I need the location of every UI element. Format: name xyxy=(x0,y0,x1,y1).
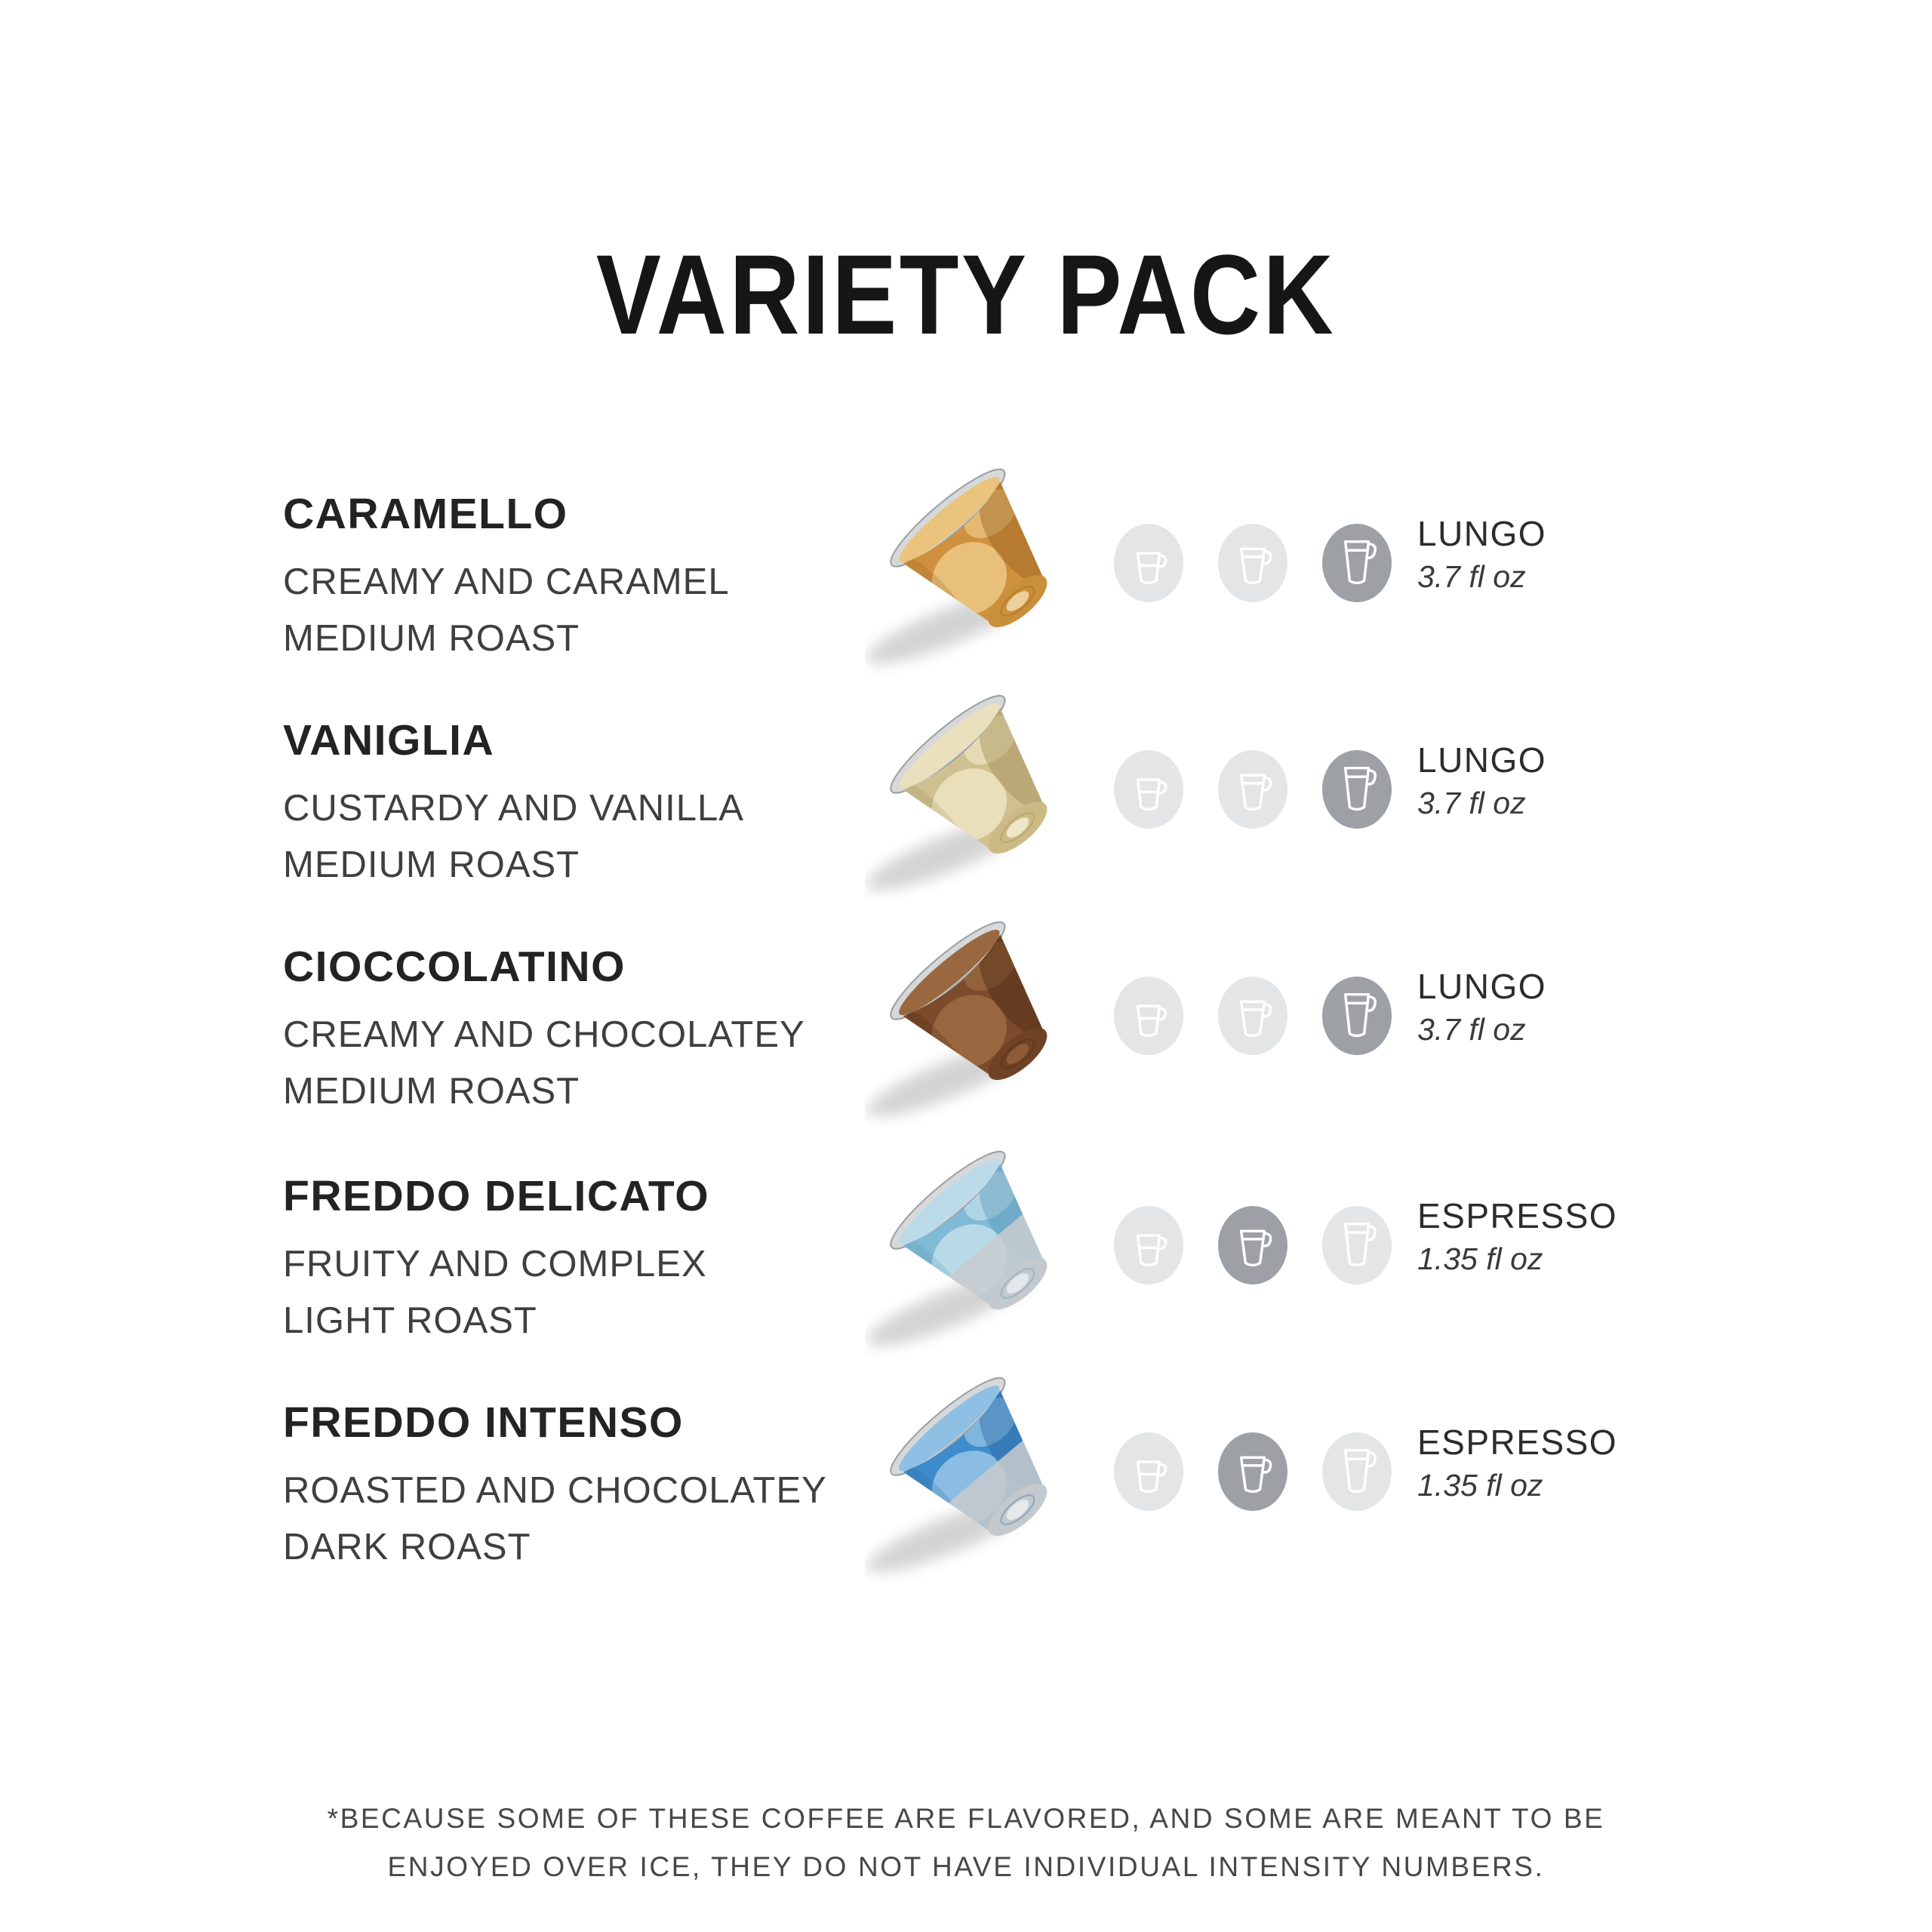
cup-badge xyxy=(1114,1432,1183,1511)
disclaimer-line-1: *BECAUSE SOME OF THESE COFFEE ARE FLAVORED, AND SOME ARE MEANT TO BE xyxy=(327,1803,1605,1834)
capsule-image xyxy=(865,676,1106,903)
medium-cup-icon xyxy=(1232,989,1273,1044)
cup-size-indicator xyxy=(1114,750,1392,829)
cup-badge xyxy=(1114,750,1183,829)
serving-type: LUNGO xyxy=(1417,514,1547,553)
serving-type: LUNGO xyxy=(1417,967,1547,1006)
product-info xyxy=(283,489,730,667)
medium-cup-icon xyxy=(1232,1218,1273,1273)
product-row xyxy=(0,1358,1932,1585)
product-name: CIOCCOLATINO xyxy=(283,943,626,991)
cup-size-indicator xyxy=(1114,1432,1392,1511)
product-flavor: CUSTARDY AND VANILLA xyxy=(283,788,744,829)
cup-badge xyxy=(1322,1432,1392,1511)
capsule-image xyxy=(865,903,1106,1129)
serving-type: ESPRESSO xyxy=(1417,1196,1618,1235)
capsule-image xyxy=(865,450,1106,676)
cup-badge xyxy=(1322,524,1392,602)
serving-volume: 3.7 fl oz xyxy=(1417,1012,1526,1047)
product-name: FREDDO INTENSO xyxy=(283,1398,684,1447)
capsule-image xyxy=(865,1132,1106,1358)
product-flavor: CREAMY AND CHOCOLATEY xyxy=(283,1014,805,1055)
cup-badge xyxy=(1114,1206,1183,1284)
medium-cup-icon xyxy=(1232,536,1273,591)
small-cup-icon xyxy=(1128,1444,1169,1500)
large-cup-icon xyxy=(1337,1444,1377,1500)
product-row xyxy=(0,450,1932,676)
cup-badge xyxy=(1218,977,1287,1055)
cup-badge xyxy=(1322,977,1392,1055)
large-cup-icon xyxy=(1337,536,1377,591)
page-title: VARIETY PACK xyxy=(595,230,1337,358)
cup-badge xyxy=(1322,750,1392,829)
serving-info xyxy=(1417,964,1546,1051)
product-roast: DARK ROAST xyxy=(283,1527,531,1567)
medium-cup-icon xyxy=(1232,1444,1273,1500)
cup-badge xyxy=(1218,1432,1287,1511)
product-name: CARAMELLO xyxy=(283,490,568,538)
product-info xyxy=(283,1398,827,1576)
cup-badge xyxy=(1218,524,1287,602)
product-name: VANIGLIA xyxy=(283,716,495,764)
product-name: FREDDO DELICATO xyxy=(283,1172,710,1220)
large-cup-icon xyxy=(1337,762,1377,817)
large-cup-icon xyxy=(1337,1218,1377,1273)
cup-badge xyxy=(1218,750,1287,829)
disclaimer-note xyxy=(0,1795,1932,1891)
product-roast: MEDIUM ROAST xyxy=(283,844,580,885)
cup-size-indicator xyxy=(1114,1206,1392,1284)
product-flavor: FRUITY AND COMPLEX xyxy=(283,1244,707,1284)
product-row xyxy=(0,1132,1932,1358)
serving-info xyxy=(1417,1194,1617,1280)
serving-info xyxy=(1417,738,1546,824)
serving-type: LUNGO xyxy=(1417,740,1547,780)
small-cup-icon xyxy=(1128,1218,1169,1273)
cup-size-indicator xyxy=(1114,524,1392,602)
cup-badge xyxy=(1114,977,1183,1055)
serving-type: ESPRESSO xyxy=(1417,1423,1618,1462)
product-roast: MEDIUM ROAST xyxy=(283,618,580,659)
small-cup-icon xyxy=(1128,536,1169,591)
medium-cup-icon xyxy=(1232,762,1273,817)
product-roast: MEDIUM ROAST xyxy=(283,1071,580,1112)
small-cup-icon xyxy=(1128,762,1169,817)
product-info xyxy=(283,715,744,894)
product-row xyxy=(0,676,1932,903)
product-flavor: ROASTED AND CHOCOLATEY xyxy=(283,1470,827,1511)
cup-badge xyxy=(1218,1206,1287,1284)
serving-volume: 3.7 fl oz xyxy=(1417,559,1526,594)
serving-info xyxy=(1417,512,1546,598)
serving-volume: 3.7 fl oz xyxy=(1417,786,1526,820)
cup-badge xyxy=(1322,1206,1392,1284)
disclaimer-line-2: ENJOYED OVER ICE, THEY DO NOT HAVE INDIVIDUAL INTENSITY NUMBERS. xyxy=(387,1851,1545,1882)
capsule-image xyxy=(865,1358,1106,1585)
large-cup-icon xyxy=(1337,989,1377,1044)
product-flavor: CREAMY AND CARAMEL xyxy=(283,561,730,602)
cup-size-indicator xyxy=(1114,977,1392,1055)
serving-volume: 1.35 fl oz xyxy=(1417,1241,1543,1276)
serving-volume: 1.35 fl oz xyxy=(1417,1468,1543,1503)
cup-badge xyxy=(1114,524,1183,602)
product-info xyxy=(283,942,805,1120)
product-row xyxy=(0,903,1932,1129)
small-cup-icon xyxy=(1128,989,1169,1044)
serving-info xyxy=(1417,1420,1617,1506)
product-info xyxy=(283,1171,709,1349)
product-roast: LIGHT ROAST xyxy=(283,1300,537,1341)
